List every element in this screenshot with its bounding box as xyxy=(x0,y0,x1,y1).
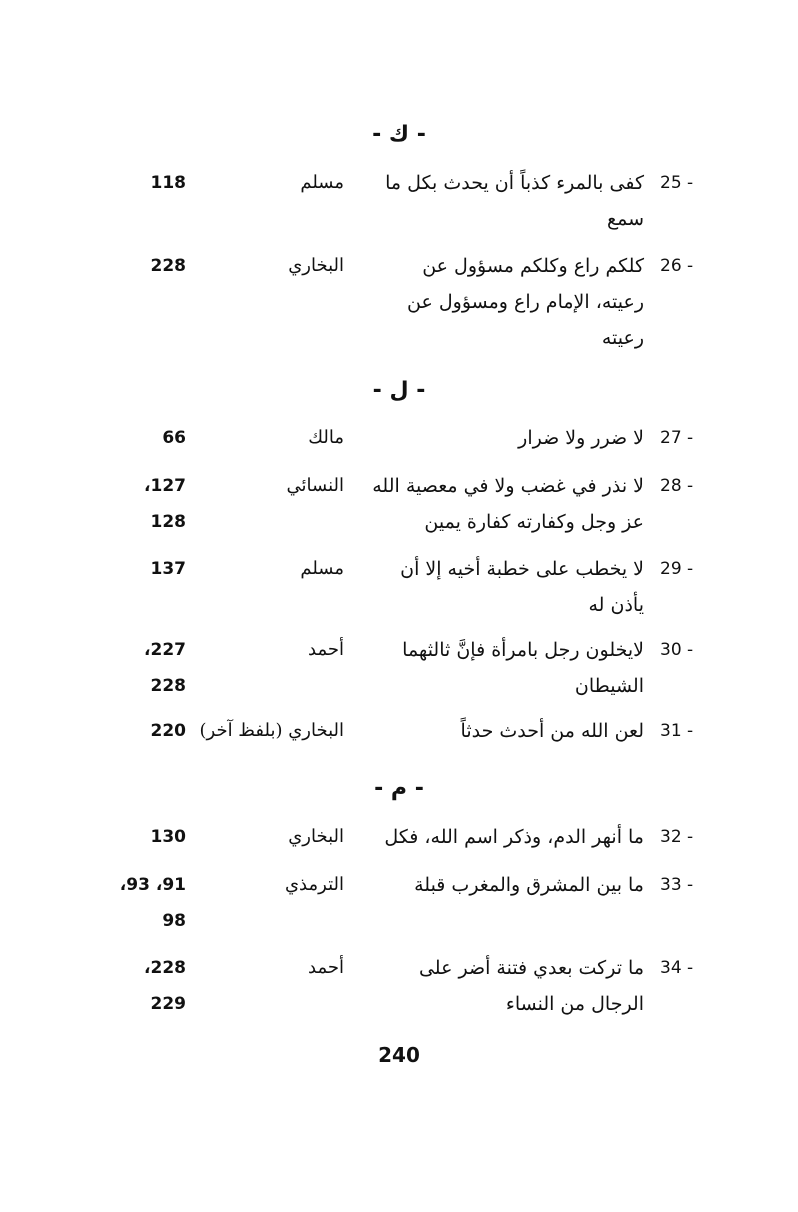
entry-number: 28 - xyxy=(660,476,694,496)
section-heading-lam: - ل - xyxy=(372,378,426,403)
hadith-text: ما أنهر الدم، وذكر اسم الله، فكل xyxy=(384,826,644,848)
page-reference xyxy=(100,420,186,456)
page-ref-line: 130 xyxy=(150,827,186,847)
hadith-source: النسائي xyxy=(286,475,344,496)
hadith-text: لا يخطب على خطبة أخيه إلا أن يأذن له xyxy=(400,558,644,616)
entry-number: 30 - xyxy=(660,640,694,660)
page-ref-line: 137 xyxy=(150,559,186,579)
page-reference xyxy=(100,950,186,1022)
hadith-text: كلكم راع وكلكم مسؤول عن رعيته، الإمام راع ومسؤول عن رعيته xyxy=(407,255,644,349)
hadith-source: مسلم xyxy=(300,172,344,193)
page-number: 240 xyxy=(378,1043,420,1067)
entry-number: 29 - xyxy=(660,559,694,579)
page-reference xyxy=(100,468,186,540)
entry-number: 25 - xyxy=(660,173,694,193)
hadith-text: كفى بالمرء كذباً أن يحدث بكل ما سمع xyxy=(385,172,644,230)
hadith-text: ما بين المشرق والمغرب قبلة xyxy=(414,874,644,896)
entry-number: 31 - xyxy=(660,721,694,741)
page-ref-line: 118 xyxy=(150,173,186,193)
hadith-text: لا نذر في غضب ولا في معصية الله عز وجل وكفارته كفارة يمين xyxy=(372,475,644,533)
hadith-text: لا ضرر ولا ضرار xyxy=(518,427,644,449)
page-ref-line: 91، 93، xyxy=(119,875,186,895)
section-heading-mim: - م - xyxy=(374,776,424,801)
entry-number: 32 - xyxy=(660,827,694,847)
entry-number: 34 - xyxy=(660,958,694,978)
page-ref-line: 127، xyxy=(144,476,186,496)
page-reference xyxy=(100,165,186,201)
page-reference xyxy=(100,632,186,704)
page-ref-line: 66 xyxy=(162,428,186,448)
hadith-source: مسلم xyxy=(300,558,344,579)
page-ref-line: 128 xyxy=(150,512,186,532)
entry-number: 33 - xyxy=(660,875,694,895)
page-reference xyxy=(100,819,186,855)
page-reference xyxy=(120,713,186,749)
hadith-text: لعن الله من أحدث حدثاً xyxy=(460,720,644,742)
hadith-text: ما تركت بعدي فتنة أضر على الرجال من النساء xyxy=(418,957,644,1015)
hadith-source: البخاري xyxy=(288,255,344,276)
page-ref-line: 228، xyxy=(144,958,186,978)
page-reference xyxy=(100,248,186,284)
page-ref-line: 227، xyxy=(144,640,186,660)
page-ref-line: 228 xyxy=(150,256,186,276)
section-heading-kaf: - ك - xyxy=(372,122,426,147)
page-ref-line: 220 xyxy=(150,721,186,741)
hadith-source: البخاري (بلفظ آخر) xyxy=(199,720,344,741)
entry-number: 27 - xyxy=(660,428,694,448)
hadith-source: البخاري xyxy=(288,826,344,847)
entry-number: 26 - xyxy=(660,256,694,276)
hadith-text: لايخلون رجل بامرأة فإنَّ ثالثهما الشيطان xyxy=(402,639,644,697)
hadith-source: مالك xyxy=(308,427,344,448)
page-reference xyxy=(90,867,186,939)
hadith-source: أحمد xyxy=(308,639,344,660)
page-reference xyxy=(100,551,186,587)
page-ref-line: 229 xyxy=(150,994,186,1014)
hadith-source: أحمد xyxy=(308,957,344,978)
page-ref-line: 98 xyxy=(162,911,186,931)
page-ref-line: 228 xyxy=(150,676,186,696)
hadith-source: الترمذي xyxy=(284,874,344,895)
